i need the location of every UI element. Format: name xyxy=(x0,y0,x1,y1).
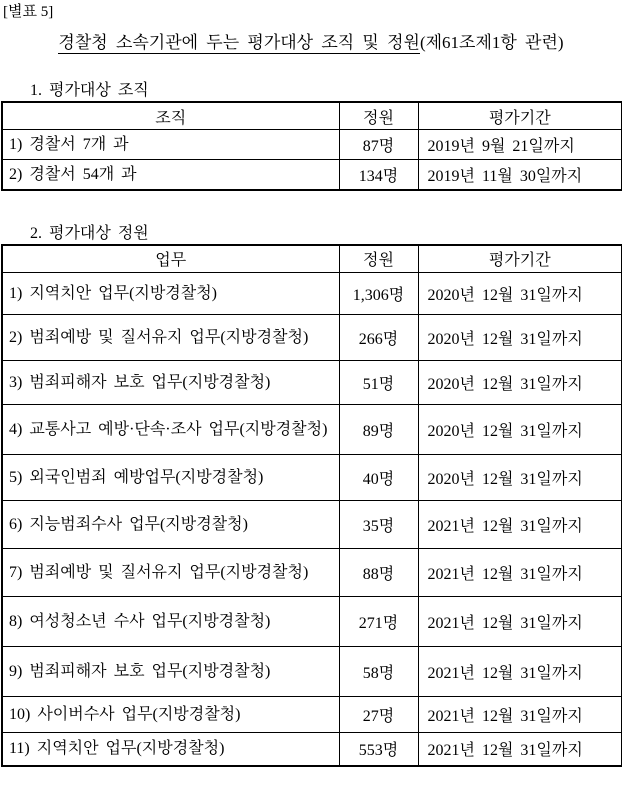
quota-cell: 266명 xyxy=(339,314,418,360)
period-cell: 2020년 12월 31일까지 xyxy=(418,272,622,314)
duty-cell: 8) 여성청소년 수사 업무(지방경찰청) xyxy=(2,596,339,646)
quota-cell: 40명 xyxy=(339,454,418,500)
table-row xyxy=(2,272,622,314)
period-cell: 2021년 12월 31일까지 xyxy=(418,596,622,646)
column-header-period: 평가기간 xyxy=(418,102,622,130)
period-cell: 2020년 12월 31일까지 xyxy=(418,360,622,404)
quota-cell: 89명 xyxy=(339,404,418,454)
quota-cell: 88명 xyxy=(339,548,418,596)
table-row xyxy=(2,160,622,190)
quota-cell: 58명 xyxy=(339,646,418,696)
duty-cell: 10) 사이버수사 업무(지방경찰청) xyxy=(2,696,339,732)
table-row xyxy=(2,404,622,454)
column-header-organization: 조직 xyxy=(2,102,339,130)
column-header-period: 평가기간 xyxy=(418,245,622,273)
organization-cell: 1) 경찰서 7개 과 xyxy=(2,130,339,160)
document-title-suffix: (제61조제1항 관련) xyxy=(419,33,564,52)
quota-cell: 271명 xyxy=(339,596,418,646)
document-title xyxy=(0,31,622,54)
duty-cell: 2) 범죄예방 및 질서유지 업무(지방경찰청) xyxy=(2,314,339,360)
table-row xyxy=(2,500,622,548)
organization-cell: 2) 경찰서 54개 과 xyxy=(2,160,339,190)
section1-heading: 1. 평가대상 조직 xyxy=(30,82,149,99)
period-cell: 2020년 12월 31일까지 xyxy=(418,454,622,500)
quota-cell: 1,306명 xyxy=(339,272,418,314)
section2-heading: 2. 평가대상 정원 xyxy=(30,224,149,242)
duty-cell: 11) 지역치안 업무(지방경찰청) xyxy=(2,732,339,766)
column-header-quota: 정원 xyxy=(339,245,418,273)
table-row xyxy=(2,732,622,766)
duty-cell: 7) 범죄예방 및 질서유지 업무(지방경찰청) xyxy=(2,548,339,596)
duty-cell: 4) 교통사고 예방·단속·조사 업무(지방경찰청) xyxy=(2,404,339,454)
period-cell: 2021년 12월 31일까지 xyxy=(418,646,622,696)
quota-cell: 553명 xyxy=(339,732,418,766)
table-row xyxy=(2,130,622,160)
period-cell: 2021년 12월 31일까지 xyxy=(418,500,622,548)
table-row xyxy=(2,696,622,732)
duty-cell: 6) 지능범죄수사 업무(지방경찰청) xyxy=(2,500,339,548)
period-cell: 2021년 12월 31일까지 xyxy=(418,548,622,596)
duty-cell: 5) 외국인범죄 예방업무(지방경찰청) xyxy=(2,454,339,500)
duty-cell: 1) 지역치안 업무(지방경찰청) xyxy=(2,272,339,314)
quota-cell: 87명 xyxy=(339,130,418,160)
column-header-quota: 정원 xyxy=(339,102,418,130)
duty-cell: 3) 범죄피해자 보호 업무(지방경찰청) xyxy=(2,360,339,404)
period-cell: 2021년 12월 31일까지 xyxy=(418,732,622,766)
column-header-duty: 업무 xyxy=(2,245,339,273)
quotas-table xyxy=(1,244,622,768)
period-cell: 2020년 12월 31일까지 xyxy=(418,404,622,454)
table-row xyxy=(2,646,622,696)
table-row xyxy=(2,454,622,500)
table-header-row xyxy=(2,102,622,130)
table-header-row xyxy=(2,245,622,273)
table-row xyxy=(2,360,622,404)
table-row xyxy=(2,548,622,596)
annex-label: [별표 5] xyxy=(3,4,54,20)
quota-cell: 51명 xyxy=(339,360,418,404)
quota-cell: 27명 xyxy=(339,696,418,732)
organizations-table xyxy=(1,101,622,191)
duty-cell: 9) 범죄피해자 보호 업무(지방경찰청) xyxy=(2,646,339,696)
period-cell: 2020년 12월 31일까지 xyxy=(418,314,622,360)
period-cell: 2019년 11월 30일까지 xyxy=(418,160,622,190)
quota-cell: 35명 xyxy=(339,500,418,548)
table-row xyxy=(2,314,622,360)
table-row xyxy=(2,596,622,646)
period-cell: 2021년 12월 31일까지 xyxy=(418,696,622,732)
document-title-main: 경찰청 소속기관에 두는 평가대상 조직 및 정원 xyxy=(58,33,420,52)
quota-cell: 134명 xyxy=(339,160,418,190)
period-cell: 2019년 9월 21일까지 xyxy=(418,130,622,160)
